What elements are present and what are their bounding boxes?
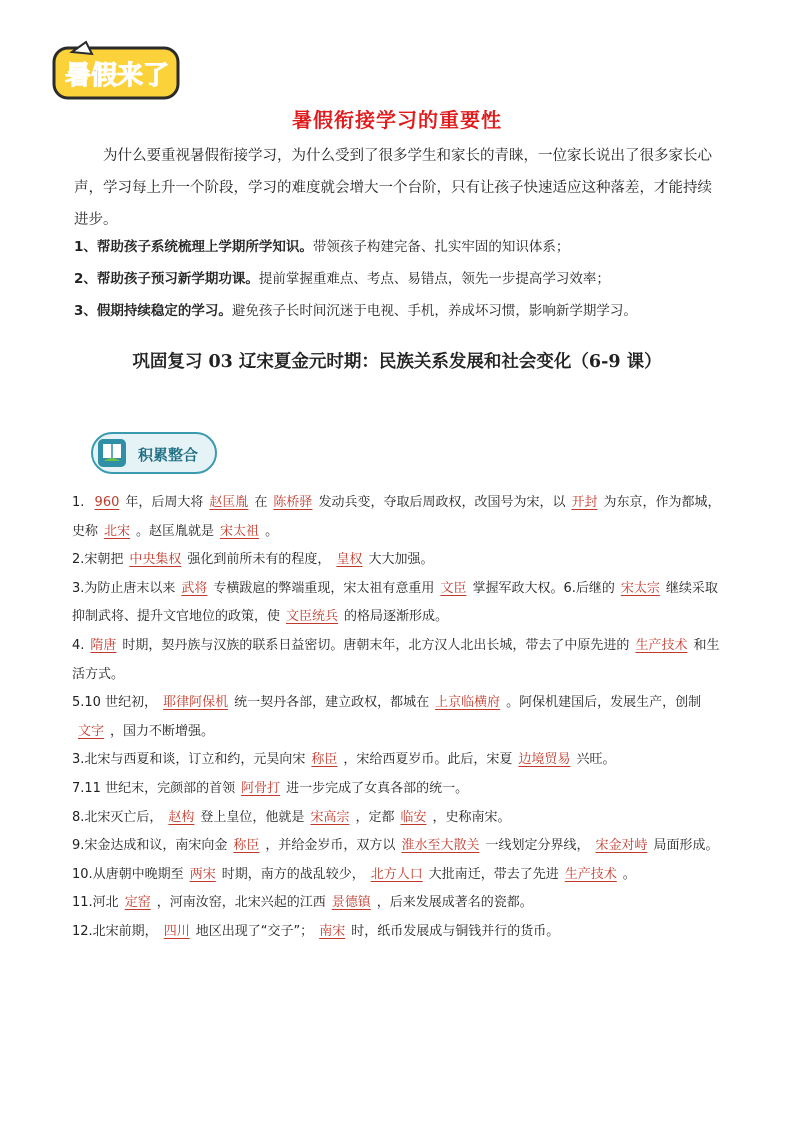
item-text: 10.从唐朝中晚期至 [72,866,184,882]
item-text: 年，后周大将 [125,495,204,510]
fill-in-item-10 [72,861,728,890]
item-text: ，河南汝窑，北宋兴起的江西 [156,895,326,911]
item-text: 大大加强。 [368,552,434,568]
item-text: 一线划定分界线， [485,838,590,854]
item-text: 1. [72,495,89,510]
item-text: 时期，南方的战乱较少， [221,866,365,882]
answer-blank: 宋高宗 [310,809,350,825]
fill-in-item-6 [72,746,728,775]
answer-blank: 赵匡胤 [209,495,249,510]
item-text: 为东京，作为都城，史称 [72,495,721,539]
benefit-point-1: 1、帮助孩子系统梳理上学期所学知识。带领孩子构建完备、扎实牢固的知识体系； [74,239,570,255]
item-text: 2.宋朝把 [72,552,124,568]
item-text: 7.11 世纪末，完颜部的首领 [72,780,236,796]
fill-in-item-2 [72,546,728,575]
item-text: 12.北宋前期， [72,923,158,939]
fill-in-item-1 [72,489,728,546]
item-text: 局面形成。 [653,838,719,854]
item-text: 强化到前所未有的程度， [187,552,331,568]
item-text: 的格局逐渐形成。 [344,609,449,625]
item-text: 9.宋金达成和议，南宋向金 [72,838,228,854]
fill-in-item-11 [72,889,728,918]
item-text: ，史称南宋。 [432,809,511,825]
answer-blank: 文臣 [440,580,467,596]
item-text: 3.北宋与西夏和谈，订立和约，元昊向宋 [72,752,306,768]
answer-blank: 宋太祖 [220,523,260,539]
item-text: 掌握军政大权。6.后继的 [472,580,615,596]
answer-blank: 称臣 [233,838,260,854]
fill-in-item-12 [72,918,728,947]
section-badge [90,429,220,477]
answer-blank: 北宋 [104,523,131,539]
item-text: 统一契丹各部，建立政权，都城在 [234,695,430,711]
item-text: 地区出现了“交子”； [195,923,314,939]
item-text: ，定都 [355,809,395,825]
item-text: ，后来发展成著名的瓷都。 [376,895,533,911]
answer-blank: 边境贸易 [518,752,571,768]
answer-blank: 北方人口 [370,866,423,882]
answer-blank: 淮水至大散关 [401,838,480,854]
fill-in-item-8 [72,804,728,833]
summer-vacation-logo [52,40,182,102]
item-text: 3.为防止唐末以来 [72,580,176,596]
item-text: 兴旺。 [576,752,616,768]
item-text: 。 [265,523,279,539]
answer-blank: 文字 [78,723,105,739]
answer-blank: 宋金对峙 [595,838,648,854]
answer-blank: 定窑 [124,895,151,911]
answer-blank: 文臣统兵 [286,609,339,625]
answer-blank: 中央集权 [129,552,182,568]
item-text: 进一步完成了女真各部的统一。 [286,780,469,796]
answer-blank: 赵构 [168,809,195,825]
benefit-point-2: 2、帮助孩子预习新学期功课。提前掌握重难点、考点、易错点，领先一步提高学习效率； [74,271,610,287]
answer-blank: 阿骨打 [241,780,281,796]
item-text: 在 [254,495,268,510]
answer-blank: 武将 [181,580,208,596]
answer-blank: 宋太宗 [620,580,660,596]
intro-paragraph: 为什么要重视暑假衔接学习，为什么受到了很多学生和家长的青睐，一位家长说出了很多家长心声，学习每上升一个阶段，学习的难度就会增大一个台阶，只有让孩子快速适应这种落差，才能持续进步。 [74,148,712,228]
item-text: 8.北宋灭亡后， [72,809,163,825]
fill-in-item-7 [72,775,728,804]
answer-blank: 景德镇 [331,895,371,911]
answer-blank: 临安 [400,809,427,825]
answer-blank: 四川 [163,923,190,939]
page-title: 暑假衔接学习的重要性 [292,108,502,132]
fill-in-item-5 [72,689,728,746]
item-text: 11.河北 [72,895,119,911]
answer-blank: 两宋 [189,866,216,882]
item-text: 。 [622,866,636,882]
svg-text:积累整合: 积累整合 [137,446,199,464]
answer-blank: 生产技术 [635,637,688,653]
answer-blank: 生产技术 [564,866,617,882]
answer-blank: 开封 [571,495,598,510]
fill-in-item-4 [72,632,728,689]
svg-text:暑假来了: 暑假来了 [64,60,170,90]
answer-blank: 南宋 [319,923,346,939]
item-text: 。阿保机建国后，发展生产，创制 [506,695,702,711]
item-text: 专横跋扈的弊端重现，宋太祖有意重用 [213,580,435,596]
item-text: 继续采取抑制武将、提升文官地位的政策，使 [72,580,718,625]
answer-blank: 耶律阿保机 [163,695,229,711]
answer-blank: 隋唐 [90,637,117,653]
item-text: ，国力不断增强。 [110,723,215,739]
answer-blank: 上京临横府 [435,695,501,711]
lesson-title: 巩固复习 03 辽宋夏金元时期：民族关系发展和社会变化（6-9 课） [132,352,662,372]
item-text: 时期，契丹族与汉族的联系日益密切。唐朝末年，北方汉人北出长城，带去了中原先进的 [122,637,630,653]
item-text: 。赵匡胤就是 [136,523,215,539]
item-text: 时，纸币发展成与铜钱并行的货币。 [351,923,560,939]
answer-blank: 960 [94,495,120,510]
item-text: 和生活方式。 [72,637,720,682]
item-text: 登上皇位，他就是 [200,809,305,825]
item-text: 5.10 世纪初， [72,695,158,711]
item-text: 4. [72,637,85,653]
answer-blank: 陈桥驿 [273,495,313,510]
item-text: 发动兵变，夺取后周政权，改国号为宋，以 [318,495,566,510]
fill-in-items [72,489,728,947]
answer-blank: 称臣 [311,752,338,768]
answer-blank: 皇权 [336,552,363,568]
item-text: ，并给金岁币，双方以 [265,838,396,854]
item-text: 大批南迁，带去了先进 [428,866,559,882]
benefit-point-3: 3、假期持续稳定的学习。避免孩子长时间沉迷于电视、手机，养成坏习惯，影响新学期学习。 [74,303,637,319]
fill-in-item-9 [72,832,728,861]
fill-in-item-3 [72,575,728,632]
item-text: ，宋给西夏岁币。此后，宋夏 [343,752,513,768]
